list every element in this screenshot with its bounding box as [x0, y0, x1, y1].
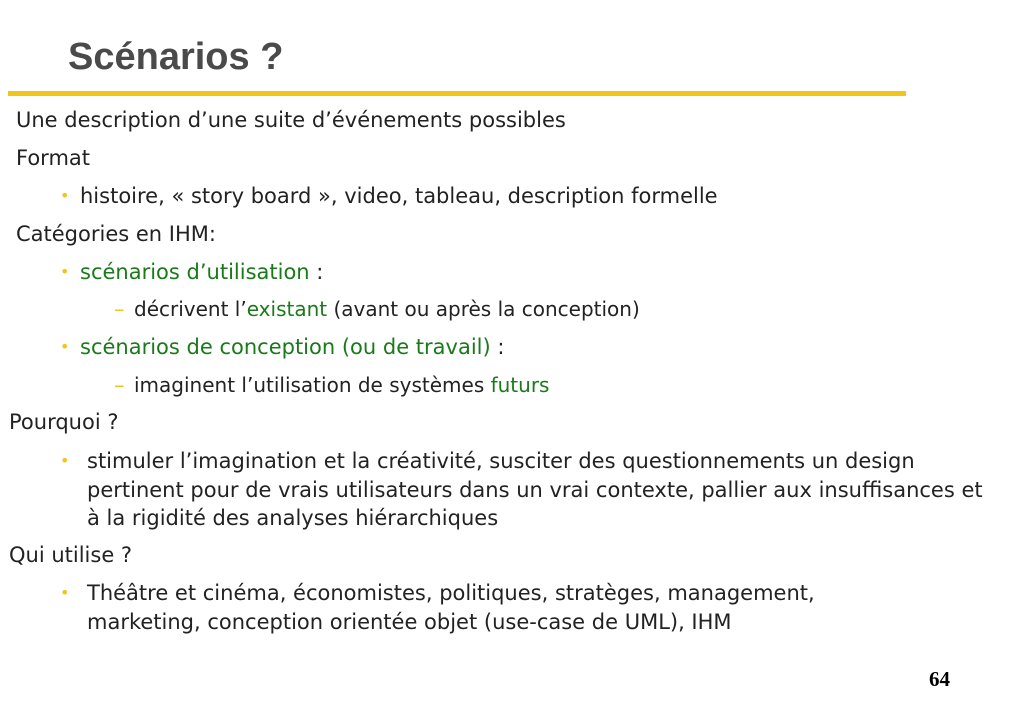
usage-detail-suffix: (avant ou après la conception)	[327, 297, 640, 321]
design-scenarios-item	[80, 333, 504, 361]
bullet-dot-icon: •	[60, 583, 70, 602]
usage-scenarios-item	[80, 258, 323, 286]
design-scenarios-detail	[134, 371, 549, 399]
bullet-dot-icon: •	[60, 337, 70, 356]
page-number: 64	[929, 667, 950, 691]
usage-detail-term: existant	[246, 297, 328, 321]
design-detail-term: futurs	[490, 373, 550, 397]
bullet-dot-icon: •	[60, 451, 70, 470]
dash-bullet-icon: –	[114, 297, 125, 321]
who-label: Qui utilise ?	[9, 543, 133, 567]
categories-label: Catégories en IHM:	[16, 222, 216, 246]
usage-scenarios-term: scénarios d’utilisation	[80, 260, 310, 284]
description-text: Une description d’une suite d’événements possibles	[16, 108, 566, 132]
why-label: Pourquoi ?	[9, 410, 119, 434]
usage-scenarios-suffix: :	[309, 260, 324, 284]
bullet-dot-icon: •	[60, 262, 70, 281]
title-underline	[8, 91, 906, 96]
design-scenarios-suffix: :	[490, 335, 505, 359]
dash-bullet-icon: –	[114, 373, 125, 397]
slide-title: Scénarios ?	[68, 36, 284, 78]
design-detail-prefix: imaginent l’utilisation de systèmes	[134, 373, 491, 397]
format-label: Format	[16, 146, 91, 170]
usage-detail-prefix: décrivent l’	[134, 297, 247, 321]
design-scenarios-term: scénarios de conception (ou de travail)	[80, 335, 491, 359]
who-item: Théâtre et cinéma, économistes, politiques, stratèges, management, marketing, conception orientée objet (use-case de UML), IHM	[87, 581, 815, 634]
usage-scenarios-detail	[134, 295, 640, 323]
format-item: histoire, « story board », video, tableau, description formelle	[80, 184, 718, 208]
why-item: stimuler l’imagination et la créativité, susciter des questionnements un design pertinent pour de vrais utilisateurs dans un vrai contexte, pallier aux insuffisances et à la rigidité des analyses hiérarchiques	[87, 449, 983, 530]
bullet-dot-icon: •	[60, 186, 70, 205]
